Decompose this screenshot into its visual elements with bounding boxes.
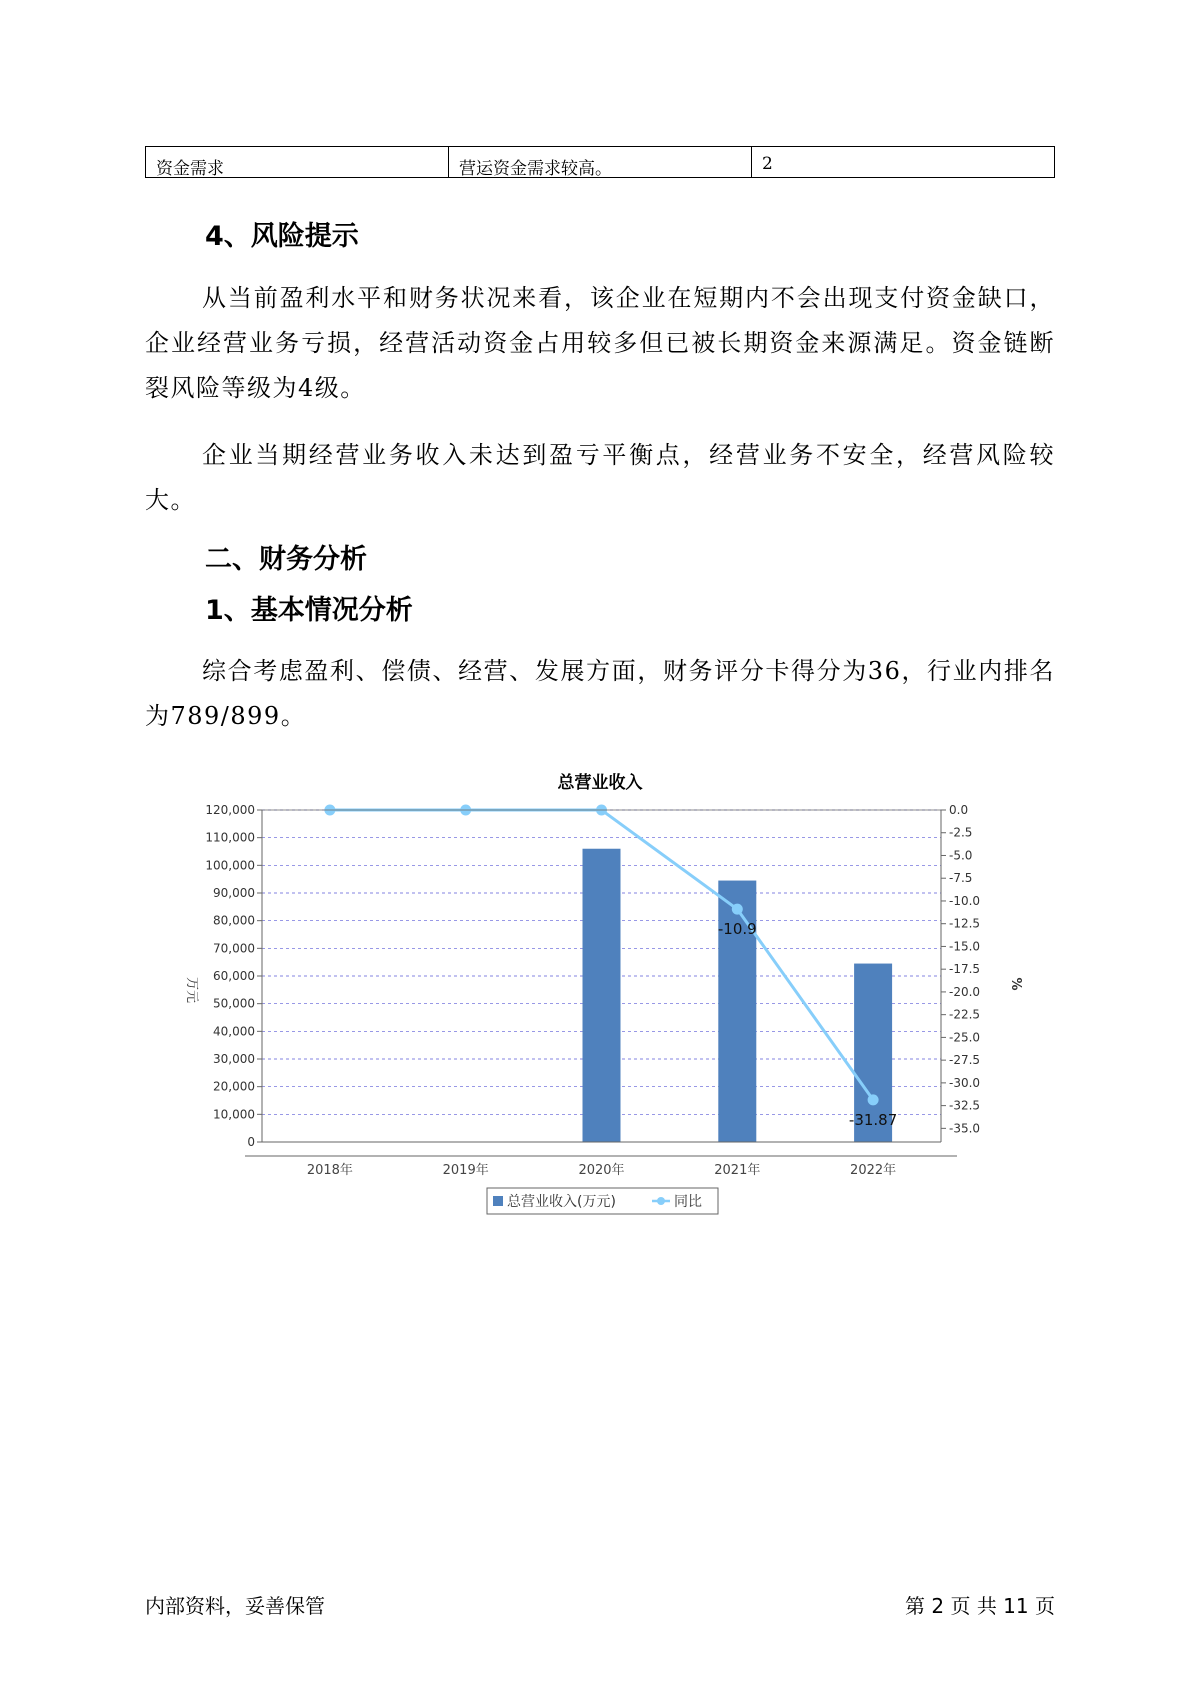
line-data-label: -10.9: [717, 920, 757, 939]
y-right-tick-label: -5.0: [949, 848, 973, 863]
chart-legend: [487, 1188, 718, 1214]
y-right-tick-label: -30.0: [949, 1075, 981, 1090]
y-right-tick-label: -25.0: [949, 1030, 981, 1045]
y-tick-label: 0: [247, 1135, 255, 1149]
subsection-heading-basic: 1、基本情况分析: [205, 595, 413, 626]
y-right-tick-label: -12.5: [949, 916, 981, 931]
section-heading-risk: 4、风险提示: [205, 221, 359, 252]
bar: [583, 849, 621, 1142]
revenue-chart: [160, 760, 1040, 1220]
line-point: [868, 1094, 879, 1105]
y-tick-label: 30,000: [213, 1052, 255, 1066]
x-tick-label: 2022年: [850, 1163, 897, 1178]
table-cell-description: 营运资金需求较高。: [449, 147, 752, 177]
legend-line-label: 同比: [674, 1194, 702, 1210]
y-tick-label: 60,000: [213, 969, 255, 983]
y-tick-label: 20,000: [213, 1079, 255, 1094]
y-right-tick-label: -2.5: [949, 825, 973, 840]
legend-bar-swatch: [493, 1196, 503, 1206]
y-axis-label: 万元: [184, 976, 199, 1004]
legend-bar-label: 总营业收入(万元): [507, 1194, 616, 1210]
y-tick-label: 40,000: [213, 1024, 255, 1039]
table-cell-item: 资金需求: [146, 147, 449, 177]
x-tick-label: 2018年: [306, 1163, 353, 1178]
table-cell-score: 2: [762, 154, 773, 174]
y-tick-label: 90,000: [213, 886, 255, 900]
footer-page-number: 第 2 页 共 11 页: [905, 1594, 1055, 1618]
y-right-tick-label: -22.5: [949, 1007, 981, 1022]
y-right-tick-label: -7.5: [949, 871, 973, 886]
y-right-tick-label: 0.0: [949, 803, 969, 817]
y-right-tick-label: -20.0: [949, 984, 981, 999]
chart-title: 总营业收入: [557, 773, 643, 793]
y-right-tick-label: -32.5: [949, 1098, 981, 1113]
info-table-row: [145, 146, 1055, 178]
legend-line-marker: [657, 1197, 665, 1205]
y-tick-label: 100,000: [205, 858, 255, 873]
y-tick-label: 70,000: [213, 941, 255, 956]
risk-paragraph-2: 企业当期经营业务收入未达到盈亏平衡点，经营业务不安全，经营风险较大。: [145, 441, 1055, 514]
y-tick-label: 50,000: [213, 996, 255, 1011]
basic-analysis-paragraph: 综合考虑盈利、偿债、经营、发展方面，财务评分卡得分为36，行业内排名为789/899。: [145, 657, 1055, 730]
x-tick-label: 2019年: [442, 1163, 489, 1178]
y-right-tick-label: -10.0: [949, 893, 981, 908]
y-right-tick-label: -27.5: [949, 1053, 981, 1068]
y-tick-label: 110,000: [205, 830, 255, 845]
y-tick-label: 10,000: [213, 1107, 255, 1122]
x-tick-label: 2020年: [578, 1163, 625, 1178]
y-axis-label-right: %: [1008, 977, 1023, 991]
y-tick-label: 80,000: [213, 913, 255, 928]
footer-confidential: 内部资料，妥善保管: [145, 1594, 325, 1618]
x-tick-label: 2021年: [714, 1163, 761, 1178]
line-data-label: -31.87: [848, 1110, 898, 1129]
y-right-tick-label: -35.0: [949, 1121, 981, 1136]
y-right-tick-label: -15.0: [949, 939, 981, 954]
y-tick-label: 120,000: [205, 803, 255, 817]
risk-paragraph-1: 从当前盈利水平和财务状况来看，该企业在短期内不会出现支付资金缺口，企业经营业务亏损，经营活动资金占用较多但已被长期资金来源满足。资金链断裂风险等级为4级。: [145, 284, 1055, 402]
line-point: [732, 904, 743, 915]
section-heading-financial: 二、财务分析: [205, 544, 367, 575]
y-right-tick-label: -17.5: [949, 962, 981, 977]
